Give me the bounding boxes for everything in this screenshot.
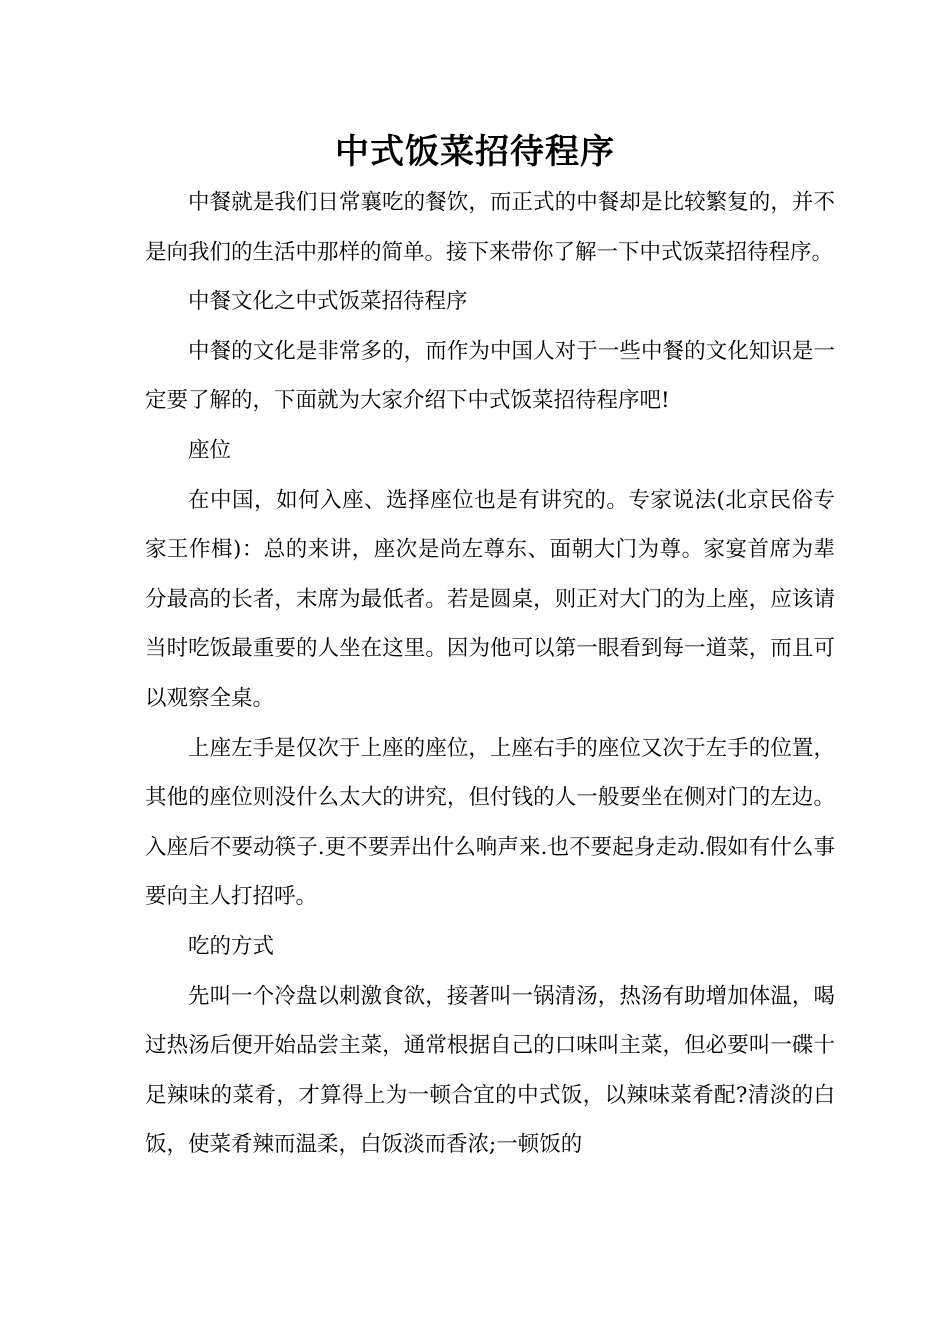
section-heading-seating: 座位: [188, 437, 232, 463]
paragraph-culture: 中餐的文化是非常多的，而作为中国人对于一些中餐的文化知识是一定要了解的，下面就为大家介绍下中式饭菜招待程序吧!: [145, 338, 835, 414]
paragraph-seating-etiquette: 上座左手是仅次于上座的座位，上座右手的座位又次于左手的位置，其他的座位则没什么太大的讲究，但付钱的人一般要坐在侧对门的左边。入座后不要动筷子.更不要弄出什么响声来.也不要起身走动.假如有什么事要向主人打招呼。: [145, 735, 835, 910]
paragraph-intro: 中餐就是我们日常襄吃的餐饮，而正式的中餐却是比较繁复的，并不是向我们的生活中那样的简单。接下来带你了解一下中式饭菜招待程序。: [145, 190, 835, 265]
paragraph-eating-order: 先叫一个冷盘以刺激食欲，接著叫一锅清汤，热汤有助增加体温，喝过热汤后便开始品尝主菜，通常根据自己的口味叫主菜，但必要叫一碟十足辣味的菜肴，才算得上为一顿合宜的中式饭，以辣味菜肴配?清淡的白饭，使菜肴辣而温柔，白饭淡而香浓;一顿饭的: [145, 983, 835, 1158]
document-body: [145, 178, 835, 1170]
paragraph-seating-rules: 在中国，如何入座、选择座位也是有讲究的。专家说法(北京民俗专家王作楫)：总的来讲，座次是尚左尊东、面朝大门为尊。家宴首席为辈分最高的长者，末席为最低者。若是圆桌，则正对大门的为上座，应该请当时吃饭最重要的人坐在这里。因为他可以第一眼看到每一道菜，而且可以观察全桌。: [145, 487, 835, 711]
section-heading-eating: 吃的方式: [188, 933, 275, 959]
document-title: 中式饭菜招待程序: [335, 132, 615, 172]
section-heading-culture: 中餐文化之中式饭菜招待程序: [188, 289, 468, 315]
